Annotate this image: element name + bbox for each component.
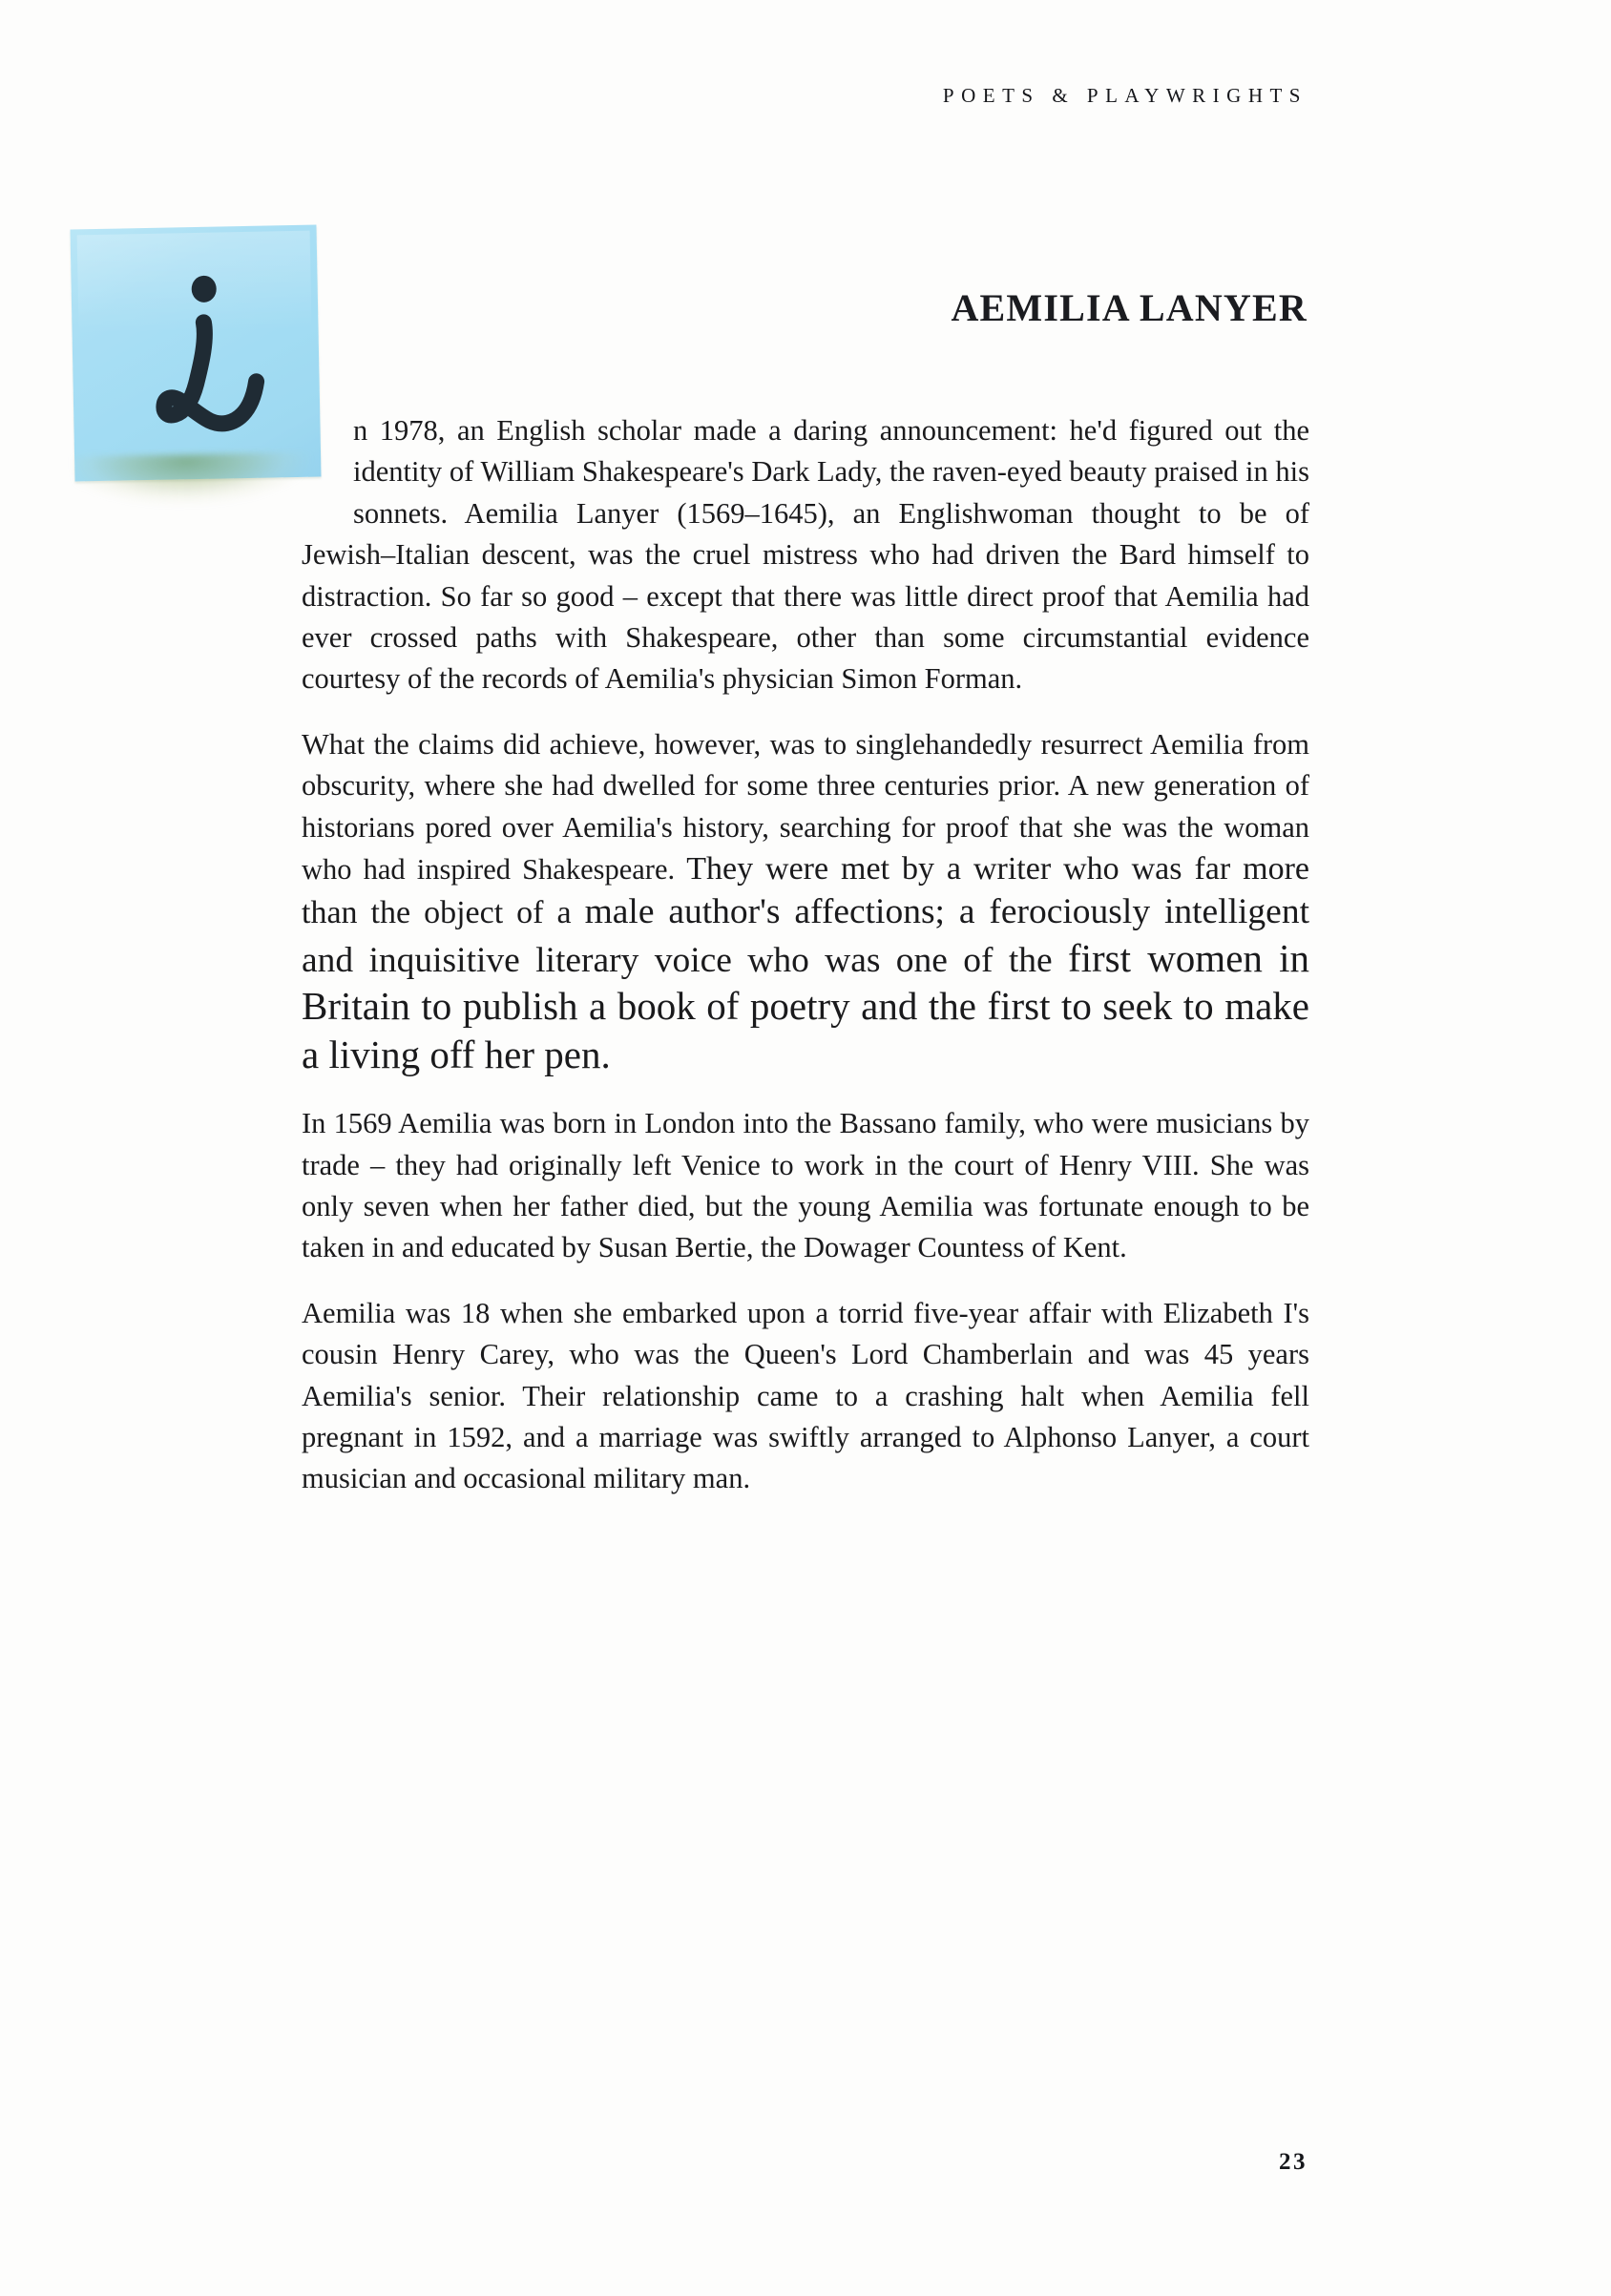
paragraph-2-run-3: male author's affections; a ferociously intelligent and inquisitive literary voice who was one of the xyxy=(302,892,1309,980)
paragraph-3 xyxy=(302,1103,1309,1269)
paragraph-2-run-1: What the claims did achieve, however, was to singlehandedly resurrect Aemilia from obscurity, where she had dwelled for some three centuries prior. A new generation of historians pored over Aemilia's history, searching for proof that she was the woman who had inspired Shakespeare. xyxy=(302,727,1309,887)
running-header: POETS & PLAYWRIGHTS xyxy=(942,84,1308,107)
page-number: 23 xyxy=(1279,2149,1308,2175)
dropcap-sticky-note xyxy=(73,227,328,496)
paragraph-2-run-4: first women in Britain to publish a book of poetry and the first to seek to make a living off her pen. xyxy=(302,935,1309,1076)
paragraph-2-run-2: They were met by a writer who was far more than the object of a xyxy=(302,851,1309,931)
body-text-column xyxy=(302,410,1309,1500)
paragraph-4 xyxy=(302,1293,1309,1500)
paragraph-1 xyxy=(302,410,1309,700)
paragraph-1-text: n 1978, an English scholar made a daring announcement: he'd figured out the identity of William Shakespeare's Dark Lady, the raven-eyed beauty praised in his sonnets. Aemilia Lanyer (1569–1645), an Englishwoman thought to be of Jewish–Italian descent, was the cruel mistress who had driven the Bard himself to distraction. So far so good – except that there was little direct proof that Aemilia had ever crossed paths with Shakespeare, other than some circumstantial evidence courtesy of the records of Aemilia's physician Simon Forman. xyxy=(302,414,1309,696)
page-title: AEMILIA LANYER xyxy=(951,285,1308,329)
paragraph-2 xyxy=(302,724,1309,1079)
paragraph-3-text: In 1569 Aemilia was born in London into the Bassano family, who were musicians by trade – they had originally left Venice to work in the court of Henry VIII. She was only seven when her father died, but the young Aemilia was fortunate enough to be taken in and educated by Susan Bertie, the Dowager Countess of Kent. xyxy=(302,1107,1309,1264)
paragraph-4-text: Aemilia was 18 when she embarked upon a torrid five-year affair with Elizabeth I's cousin Henry Carey, who was the Queen's Lord Chamberlain and was 45 years Aemilia's senior. Their relationship came to a crashing halt when Aemilia fell pregnant in 1592, and a marriage was swiftly arranged to Alphonso Lanyer, a court musician and occasional military man. xyxy=(302,1296,1309,1495)
handwritten-i-dropcap-icon xyxy=(70,225,321,482)
